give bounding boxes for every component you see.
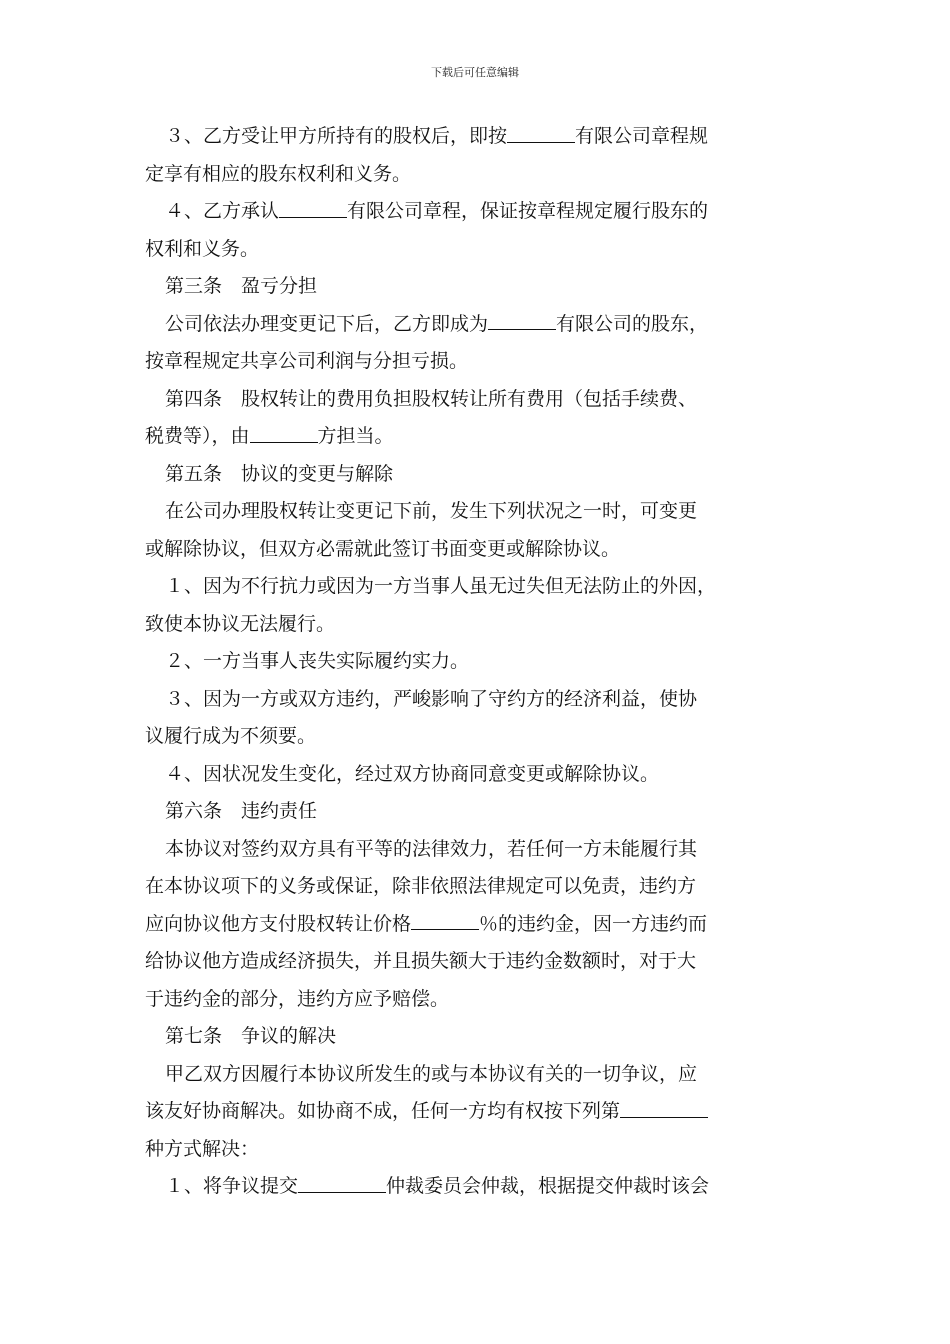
paragraph-line: ２、一方当事人丧失实际履约实力。 bbox=[165, 650, 470, 672]
paragraph-line: 甲乙双方因履行本协议所发生的或与本协议有关的一切争议，应 bbox=[165, 1062, 698, 1085]
text-segment: 有限公司章程规 bbox=[575, 125, 709, 147]
article-heading: 第七条 争议的解决 bbox=[165, 1025, 337, 1047]
text-segment: 方担当。 bbox=[317, 425, 394, 447]
text-segment: 应向协议他方支付股权转让价格 bbox=[145, 912, 412, 935]
paragraph-line: 给协议他方造成经济损失，并且损失额大于违约金数额时，对于大 bbox=[145, 950, 697, 972]
paragraph-line: 于违约金的部分，违约方应予赔偿。 bbox=[145, 987, 450, 1010]
paragraph-line bbox=[145, 1093, 810, 1131]
text-segment: 公司依法办理变更记下后，乙方即成为 bbox=[165, 312, 489, 335]
paragraph-line: 在公司办理股权转让变更记下前，发生下列状况之一时，可变更 bbox=[165, 500, 698, 522]
fill-in-blank bbox=[250, 422, 318, 443]
text-segment: ％的违约金，因一方违约而 bbox=[479, 912, 708, 935]
fill-in-blank bbox=[507, 122, 575, 143]
text-segment: 有限公司的股东， bbox=[556, 312, 709, 335]
paragraph-line bbox=[145, 306, 810, 344]
paragraph-line: 或解除协议，但双方必需就此签订书面变更或解除协议。 bbox=[145, 537, 621, 560]
text-segment: １、将争议提交 bbox=[165, 1175, 299, 1197]
text-segment: 该友好协商解决。如协商不成，任何一方均有权按下列第 bbox=[145, 1100, 621, 1122]
fill-in-blank bbox=[620, 1097, 708, 1118]
page-header-note: 下载后可任意编辑 bbox=[431, 66, 519, 79]
paragraph-line: ３、因为一方或双方违约，严峻影响了守约方的经济利益，使协 bbox=[165, 687, 698, 710]
fill-in-blank bbox=[411, 910, 479, 931]
text-segment: 仲裁委员会仲裁，根据提交仲裁时该会 bbox=[386, 1175, 710, 1197]
paragraph-line: 按章程规定共享公司利润与分担亏损。 bbox=[145, 350, 469, 372]
paragraph-line: 本协议对签约双方具有平等的法律效力，若任何一方未能履行其 bbox=[165, 837, 698, 860]
text-segment: 税费等），由 bbox=[145, 425, 250, 447]
document-body bbox=[145, 118, 810, 1206]
paragraph-line bbox=[145, 1168, 810, 1206]
article-heading: 第四条 股权转让的费用负担股权转让所有费用（包括手续费、 bbox=[165, 387, 698, 410]
paragraph-line: １、因为不行抗力或因为一方当事人虽无过失但无法防止的外因， bbox=[165, 575, 717, 597]
paragraph-line: ４、因状况发生变化，经过双方协商同意变更或解除协议。 bbox=[165, 762, 660, 785]
article-heading: 第三条 盈亏分担 bbox=[165, 275, 318, 297]
text-segment: ３、乙方受让甲方所持有的股权后，即按 bbox=[165, 125, 508, 147]
paragraph-line bbox=[145, 906, 810, 944]
paragraph-line: 致使本协议无法履行。 bbox=[145, 612, 336, 635]
paragraph-line: 定享有相应的股东权利和义务。 bbox=[145, 162, 412, 185]
fill-in-blank bbox=[298, 1172, 386, 1193]
paragraph-line: 权利和义务。 bbox=[145, 237, 260, 260]
paragraph-line: 在本协议项下的义务或保证，除非依照法律规定可以免责，违约方 bbox=[145, 875, 697, 897]
paragraph-line: 种方式解决： bbox=[145, 1137, 260, 1160]
text-segment: ４、乙方承认 bbox=[165, 200, 280, 222]
article-heading: 第六条 违约责任 bbox=[165, 800, 318, 822]
fill-in-blank bbox=[488, 310, 556, 331]
paragraph-line bbox=[145, 418, 810, 456]
paragraph-line: 议履行成为不须要。 bbox=[145, 725, 317, 747]
article-heading: 第五条 协议的变更与解除 bbox=[165, 462, 394, 485]
text-segment: 有限公司章程，保证按章程规定履行股东的 bbox=[347, 200, 709, 222]
fill-in-blank bbox=[279, 197, 347, 218]
paragraph-line bbox=[145, 193, 810, 231]
paragraph-line bbox=[145, 118, 810, 156]
